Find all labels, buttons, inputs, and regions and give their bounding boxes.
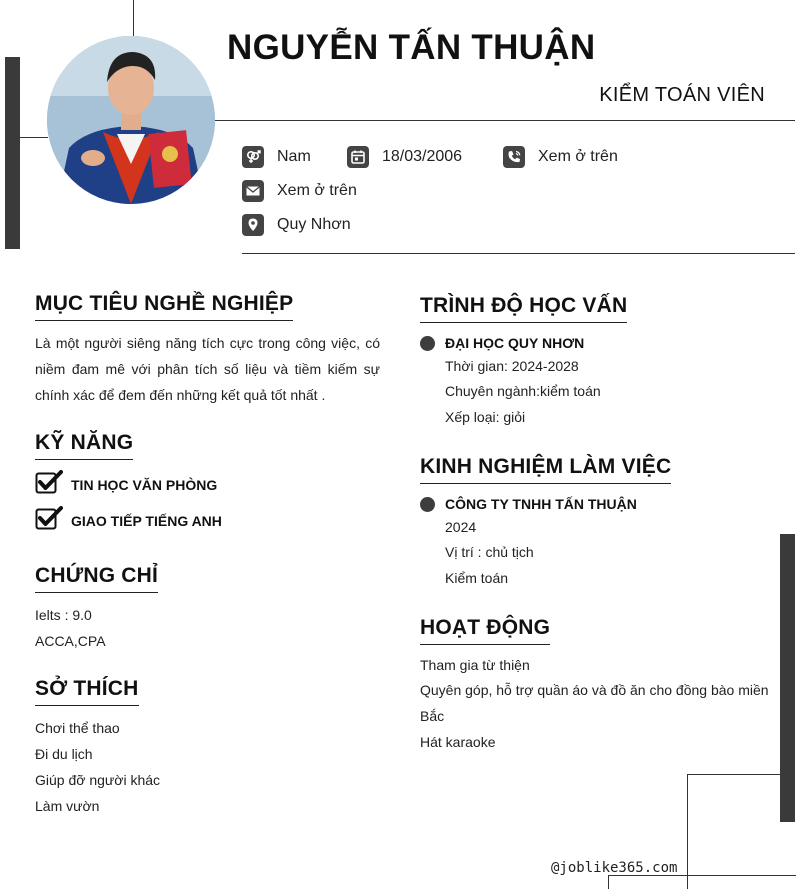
watermark: @joblike365.com xyxy=(551,860,678,876)
skill-item xyxy=(35,506,222,535)
education-line: Thời gian: 2024-2028 xyxy=(445,358,579,374)
experience-title: KINH NGHIỆM LÀM VIỆC xyxy=(420,455,671,484)
hobbies-title: SỞ THÍCH xyxy=(35,677,139,706)
address-value: Quy Nhơn xyxy=(277,216,351,233)
phone-value: Xem ở trên xyxy=(538,148,618,165)
job-title: KIỂM TOÁN VIÊN xyxy=(599,84,765,106)
header-rule xyxy=(215,120,795,121)
activity-line: Hát karaoke xyxy=(420,734,496,750)
info-rule xyxy=(242,253,795,254)
gender-icon xyxy=(242,146,264,168)
info-birthday xyxy=(347,146,462,168)
bottom-frame-vertical-2 xyxy=(608,875,609,889)
activity-line: Tham gia từ thiện xyxy=(420,657,530,673)
mail-icon xyxy=(242,180,264,202)
certificates-title: CHỨNG CHỈ xyxy=(35,564,158,593)
candidate-name: NGUYỄN TẤN THUẬN xyxy=(227,28,596,67)
checkbox-checked-icon xyxy=(35,506,63,535)
checkbox-checked-icon xyxy=(35,470,63,499)
activities-title: HOẠT ĐỘNG xyxy=(420,616,550,645)
avatar xyxy=(47,36,215,204)
objective-text: Là một người siêng năng tích cực trong công việc, có niềm đam mê với phân tích số liệu và tiềm kiếm sự chính xác để đem đến những kết quả tốt nhất . xyxy=(35,335,380,403)
hobby-item: Làm vườn xyxy=(35,798,100,814)
activity-line: Bắc xyxy=(420,708,445,724)
company-name: CÔNG TY TNHH TẤN THUẬN xyxy=(445,496,637,512)
education-line: Chuyên ngành:kiểm toán xyxy=(445,383,601,399)
hobby-item: Chơi thể thao xyxy=(35,720,120,736)
info-email xyxy=(242,180,357,202)
left-accent-bar xyxy=(5,57,20,249)
info-gender xyxy=(242,146,311,168)
birthday-value: 18/03/2006 xyxy=(382,148,463,165)
skill-label: GIAO TIẾP TIẾNG ANH xyxy=(71,512,222,529)
info-phone xyxy=(503,146,618,168)
experience-line: Vị trí : chủ tịch xyxy=(445,544,534,560)
right-accent-bar xyxy=(780,534,795,822)
gender-value: Nam xyxy=(277,148,311,165)
experience-bullet xyxy=(420,497,435,512)
objective-title: MỤC TIÊU NGHỀ NGHIỆP xyxy=(35,292,293,321)
hobby-item: Đi du lịch xyxy=(35,746,93,762)
education-bullet xyxy=(420,336,435,351)
bottom-frame-horizontal xyxy=(687,774,780,775)
certificate-item: Ielts : 9.0 xyxy=(35,607,92,623)
hobby-item: Giúp đỡ người khác xyxy=(35,772,161,788)
activity-line: Quyên góp, hỗ trợ quần áo và đồ ăn cho đồng bào miền xyxy=(420,682,769,698)
left-horizontal-line xyxy=(20,137,48,138)
education-line: Xếp loại: giỏi xyxy=(445,409,526,425)
education-title: TRÌNH ĐỘ HỌC VẤN xyxy=(420,294,627,323)
info-address xyxy=(242,214,351,236)
skills-title: KỸ NĂNG xyxy=(35,431,133,460)
calendar-icon xyxy=(347,146,369,168)
school-name: ĐẠI HỌC QUY NHƠN xyxy=(445,335,585,351)
phone-icon xyxy=(503,146,525,168)
experience-line: 2024 xyxy=(445,519,477,535)
location-icon xyxy=(242,214,264,236)
skill-label: TIN HỌC VĂN PHÒNG xyxy=(71,476,218,493)
top-vertical-line xyxy=(133,0,134,36)
certificate-item: ACCA,CPA xyxy=(35,633,106,649)
email-value: Xem ở trên xyxy=(277,182,357,199)
experience-line: Kiểm toán xyxy=(445,570,509,586)
skill-item xyxy=(35,470,217,499)
bottom-frame-vertical xyxy=(687,774,688,889)
